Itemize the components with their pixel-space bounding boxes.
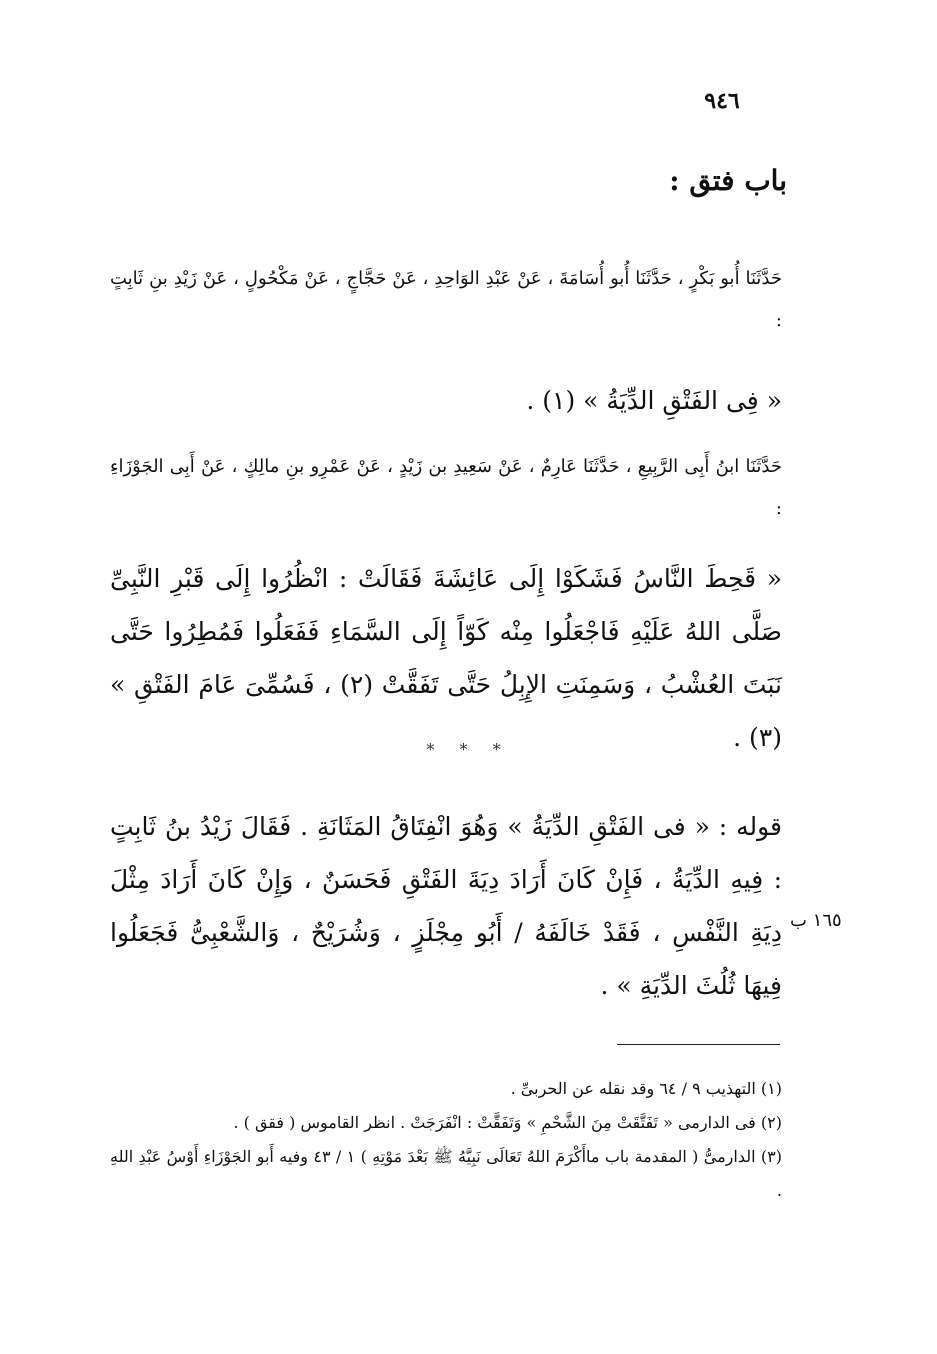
footnote-2: (٢) فى الدارمى « تَفَتَّقَتْ مِنَ الشَّحْمِ » وَتَفَقَّتْ : انْفَرَجَتْ . انظر القاموس ( فقق ) .: [233, 1113, 782, 1132]
section-separator: * * *: [426, 740, 511, 759]
manuscript-folio-note: ١٦٥ ب: [790, 910, 842, 931]
footnote-3: (٣) الدارمىُّ ( المقدمة باب ماأَكْرَمَ اللهُ تَعَالَى نَبِيَّهُ ﷺ بَعْدَ مَوْتِهِ ) ١ / ٤٣ وفيه أَبو الجَوْزَاءِ أَوْسُ عَبْدِ اللهِ .: [110, 1147, 783, 1200]
footnote-divider: [617, 1044, 780, 1045]
isnad-1: حَدَّثَنَا أُبو بَكْرٍ ، حَدَّثَنَا أُبو أُسَامَةَ ، عَنْ عَبْدِ الوَاحِدِ ، عَنْ حَجَّاجٍ ، عَنْ مَكْحُولٍ ، عَنْ زَيْدِ بنِ ثَابِتٍ :: [110, 268, 782, 331]
hadith-text-1: « فِى الفَتْقِ الدِّيَةُ » (١) .: [526, 386, 782, 415]
footnotes: [110, 1072, 782, 1208]
footnote-1: (١) التهذيب ٩ / ٦٤ وقد نقله عن الحربىِّ .: [510, 1079, 782, 1098]
isnad-2: حَدَّثَنَا ابنُ أَبِى الرَّبِيعِ ، حَدَّثَنَا عَارِمٌ ، عَنْ سَعِيدِ بن زَيْدٍ ، عَنْ عَمْرِو بنِ مالِكٍ ، عَنْ أَبِى الجَوْزَاءِ :: [110, 456, 782, 519]
commentary-paragraph: قوله : « فى الفَتْقِ الدِّيَةُ » وَهُوَ انْفِتَاقُ المَثَانَةِ . فَقَالَ زَيْدُ بنُ ثَابِتٍ : فِيهِ الدِّيَةُ ، فَإِنْ كَانَ أَرَادَ دِيَةَ الفَتْقِ فَحَسَنٌ ، وَإِنْ كَانَ أَرَادَ مِثْلَ دِيَةِ النَّفْسِ ، فَقَدْ خَالَفَهُ / أَبُو مِجْلَزٍ ، وَشُرَيْحٌ ، وَالشَّعْبِىُّ فَجَعَلُوا فِيهَا ثُلُثَ الدِّيَةِ » .: [110, 812, 782, 1000]
page-number: ٩٤٦: [704, 88, 740, 114]
chapter-heading: باب فتق :: [669, 164, 787, 197]
hadith-text-2: « قَحِطَ النَّاسُ فَشَكَوْا إِلَى عَائِشَةَ فَقَالَتْ : انْظُرُوا إِلَى قَبْرِ النَّبِىِّ صَلَّى اللهُ عَلَيْهِ فَاجْعَلُوا مِنْه كَوّاً إِلَى السَّمَاءِ فَفَعَلُوا فَمُطِرُوا حَتَّى نَبَتَ العُشْبُ ، وَسَمِنَتِ الإِبِلُ حَتَّى تَفَقَّتْ (٢) ، فَسُمِّىَ عَامَ الفَتْقِ » (٣) .: [110, 564, 782, 752]
